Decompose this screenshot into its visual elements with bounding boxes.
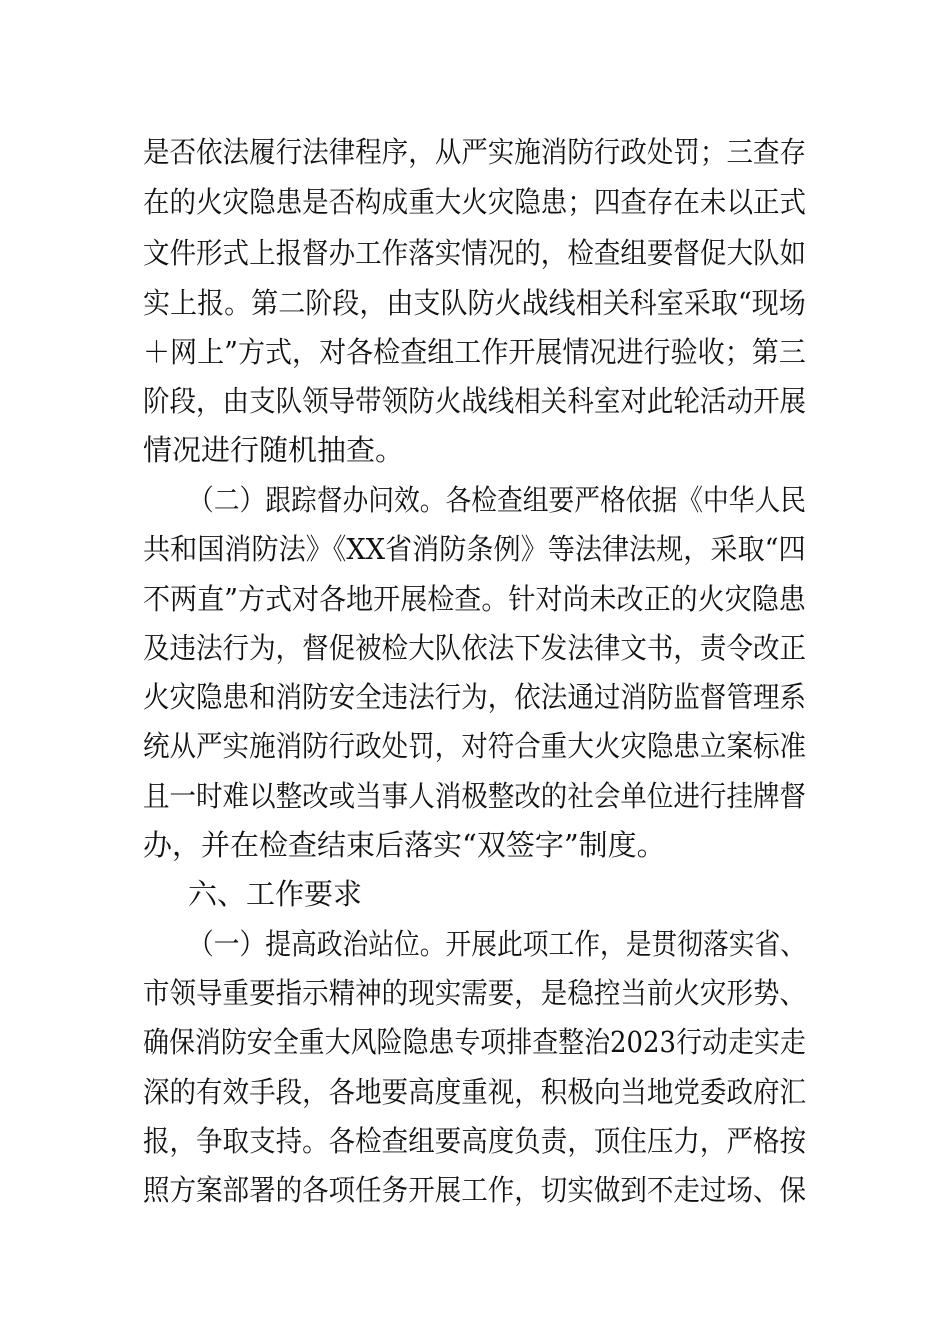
text-line: 不两直”方式对各地开展检查。针对尚未改正的火灾隐患: [143, 582, 806, 616]
text-line: 文件形式上报督办工作落实情况的，检查组要督促大队如: [143, 236, 807, 270]
text-line: 在的火灾隐患是否构成重大火灾隐患；四查存在未以正式: [143, 185, 807, 219]
section-heading: 六、工作要求: [188, 877, 363, 911]
text-line: 深的有效手段，各地要高度重视，积极向当地党委政府汇: [143, 1075, 807, 1109]
text-line: 且一时难以整改或当事人消极整改的社会单位进行挂牌督: [143, 779, 807, 813]
text-line: 报，争取支持。各检查组要高度负责，顶住压力，严格按: [143, 1124, 807, 1158]
text-line: 照方案部署的各项任务开展工作，切实做到不走过场、保: [143, 1173, 807, 1207]
text-line: （二）跟踪督办问效。各检查组要严格依据《中华人民: [188, 483, 806, 517]
text-line: 实上报。第二阶段，由支队防火战线相关科室采取“现场: [143, 286, 806, 320]
text-line: 火灾隐患和消防安全违法行为，依法通过消防监督管理系: [143, 680, 807, 714]
text-line: 及违法行为，督促被检大队依法下发法律文书，责令改正: [143, 631, 807, 665]
text-line: ＋网上”方式，对各检查组工作开展情况进行验收；第三: [143, 335, 806, 369]
text-line: 是否依法履行法律程序，从严实施消防行政处罚；三查存: [143, 135, 807, 169]
text-line: 办，并在检查结束后落实“双签字”制度。: [143, 828, 666, 862]
text-line: 阶段，由支队领导带领防火战线相关科室对此轮活动开展: [143, 384, 807, 418]
text-line: 确保消防安全重大风险隐患专项排查整治2023行动走实走: [143, 1025, 806, 1059]
text-line: 市领导重要指示精神的现实需要，是稳控当前火灾形势、: [143, 976, 807, 1010]
text-line: 情况进行随机抽查。: [143, 433, 405, 467]
text-line: （一）提高政治站位。开展此项工作，是贯彻落实省、: [188, 927, 806, 961]
text-line: 统从严实施消防行政处罚，对符合重大火灾隐患立案标准: [143, 729, 807, 763]
text-line: 共和国消防法》《XX省消防条例》等法律法规，采取“四: [143, 532, 806, 566]
